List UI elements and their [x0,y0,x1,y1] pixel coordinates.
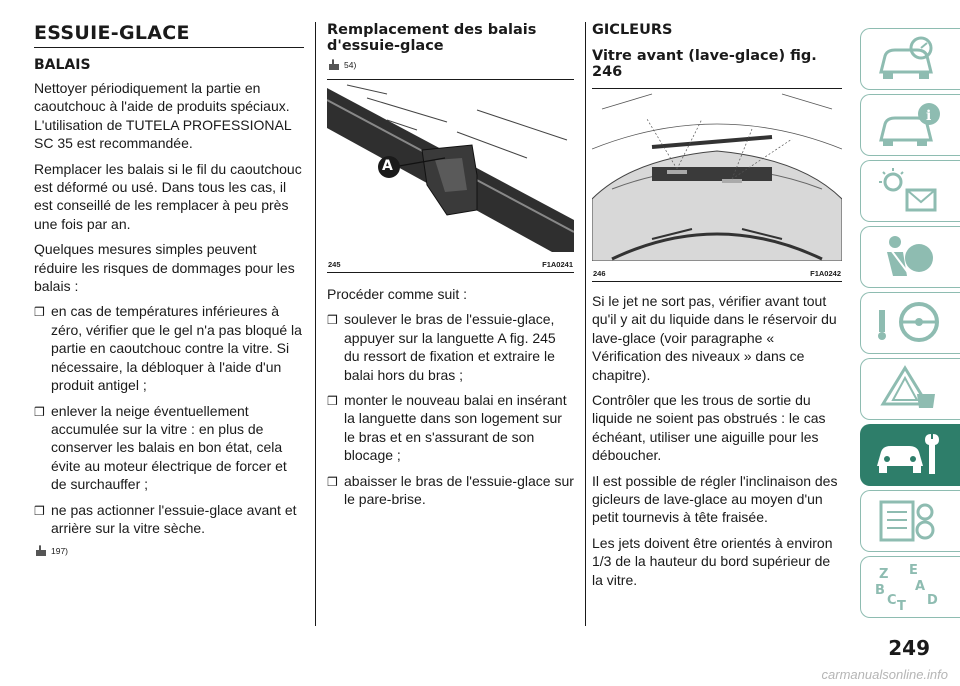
subsection-title: BALAIS [34,57,91,73]
warning-hand-icon [34,544,48,557]
index-letter: T [897,599,906,612]
paragraph: Remplacer les balais si le fil du caoutchouc est déformé ou usé. Dans tous les cas, il est conseillé de les remplacer à peu près une fois par an. [34,160,302,232]
car-dashboard-icon [873,34,945,84]
warning-triangle-icon [873,364,945,414]
paragraph: Nettoyer périodiquement la partie en caoutchouc à l'aide de produits spéciaux. L'utilisation de TUTELA PROFESSIONAL SC 35 est recommandée. [34,80,292,152]
tab-safety[interactable] [860,226,960,288]
index-letter: E [909,563,918,578]
figure-caption [592,266,842,281]
watermark[interactable]: carmanualsonline.info [821,667,948,682]
bullet-list [327,310,574,508]
airbag-safety-icon [873,232,945,282]
index-letter: B [875,583,885,598]
bullet-icon: ❒ [327,474,338,489]
bullet-icon: ❒ [34,404,45,419]
warning-reference[interactable]: 54) [327,58,574,71]
section-title: Remplacement des balais d'essuie-glace [327,22,537,54]
car-maintenance-icon [873,430,945,480]
callout-label: A [382,158,393,174]
tab-emergency[interactable] [860,358,960,420]
list-item: ❒ monter le nouveau balai en insérant la languette dans son logement sur le bras et en s'assurant de son blocage ; [327,392,567,464]
tab-maintenance[interactable] [860,424,960,486]
tab-starting-driving[interactable] [860,292,960,354]
tab-dashboard[interactable] [860,28,960,90]
index-letter: C [887,593,897,608]
bullet-list [34,302,304,537]
figure-code: F1A0242 [810,269,841,278]
figure-number: 246 [593,269,606,278]
figure-number: 245 [328,260,341,269]
warning-reference[interactable]: 197) [34,544,304,557]
index-letter: Z [879,567,889,582]
bullet-icon: ❒ [327,394,338,409]
paragraph: Il est possible de régler l'inclinaison des gicleurs de lave-glace au moyen d'un petit tournevis à tête fraisée. [592,472,838,526]
lights-message-icon [873,166,945,216]
bullet-icon: ❒ [327,313,338,328]
tab-index[interactable] [860,556,960,618]
section-title: GICLEURS [592,22,673,38]
column-washer-jets [592,22,842,596]
page-number: 249 [888,636,930,660]
figure-245 [327,79,574,273]
starting-driving-icon [873,298,945,348]
list-item: ❒ en cas de températures inférieures à zéro, vérifier que le gel n'a pas bloqué la partie en caoutchouc contre la vitre. Si nécessaire, la débloquer à l'aide d'un produit antigel ; [34,303,302,394]
chapter-tabs [856,28,960,622]
figure-246 [592,88,842,282]
svg-text:i: i [926,108,932,124]
column-wiper-blade-replacement [327,22,574,515]
column-wipers [34,22,304,561]
tab-technical-data[interactable] [860,490,960,552]
index-letter: D [927,593,938,608]
bullet-icon: ❒ [34,503,45,518]
section-title: ESSUIE-GLACE [34,22,304,48]
bullet-icon: ❒ [34,305,45,320]
car-info-icon [873,100,945,150]
paragraph: Procéder comme suit : [327,286,468,302]
list-item: ❒ ne pas actionner l'essuie-glace avant et arrière sur la vitre sèche. [34,501,297,536]
tab-car-info[interactable] [860,94,960,156]
list-item: ❒ abaisser le bras de l'essuie-glace sur le pare-brise. [327,472,574,508]
paragraph: Si le jet ne sort pas, vérifier avant tout qu'il y ait du liquide dans le réservoir du lave-glace (voir paragraphe « Vérification des niveaux » dans ce chapitre). [592,293,837,383]
list-item: ❒ soulever le bras de l'essuie-glace, appuyer sur la languette A fig. 245 du ressort de fixation et extraire le balai hors du bras ; [327,311,556,383]
tab-lights-messages[interactable] [860,160,960,222]
wiper-blade-illustration [327,80,574,252]
technical-data-icon [873,496,945,546]
column-divider [585,22,586,626]
column-divider [315,22,316,626]
warning-hand-icon [327,58,341,71]
paragraph: Contrôler que les trous de sortie du liquide ne soient pas obstrués : le cas échéant, utiliser une aiguille pour les déboucher. [592,392,826,464]
windscreen-washer-jets-illustration [592,89,842,261]
paragraph: Quelques mesures simples peuvent réduire les risques de dommages pour les balais : [34,241,295,295]
subsection-title: Vitre avant (lave-glace) fig. 246 [592,48,817,80]
index-letter: A [915,579,926,594]
figure-caption [327,257,574,272]
paragraph: Les jets doivent être orientés à environ 1/3 de la hauteur du bord supérieur de la vitre. [592,534,833,588]
list-item: ❒ enlever la neige éventuellement accumulée sur la vitre : en plus de conserver les balais en bon état, cela évite au moteur électrique de forcer et de surchauffer ; [34,402,287,493]
alphabetical-index-icon [873,562,945,612]
figure-code: F1A0241 [542,260,573,269]
